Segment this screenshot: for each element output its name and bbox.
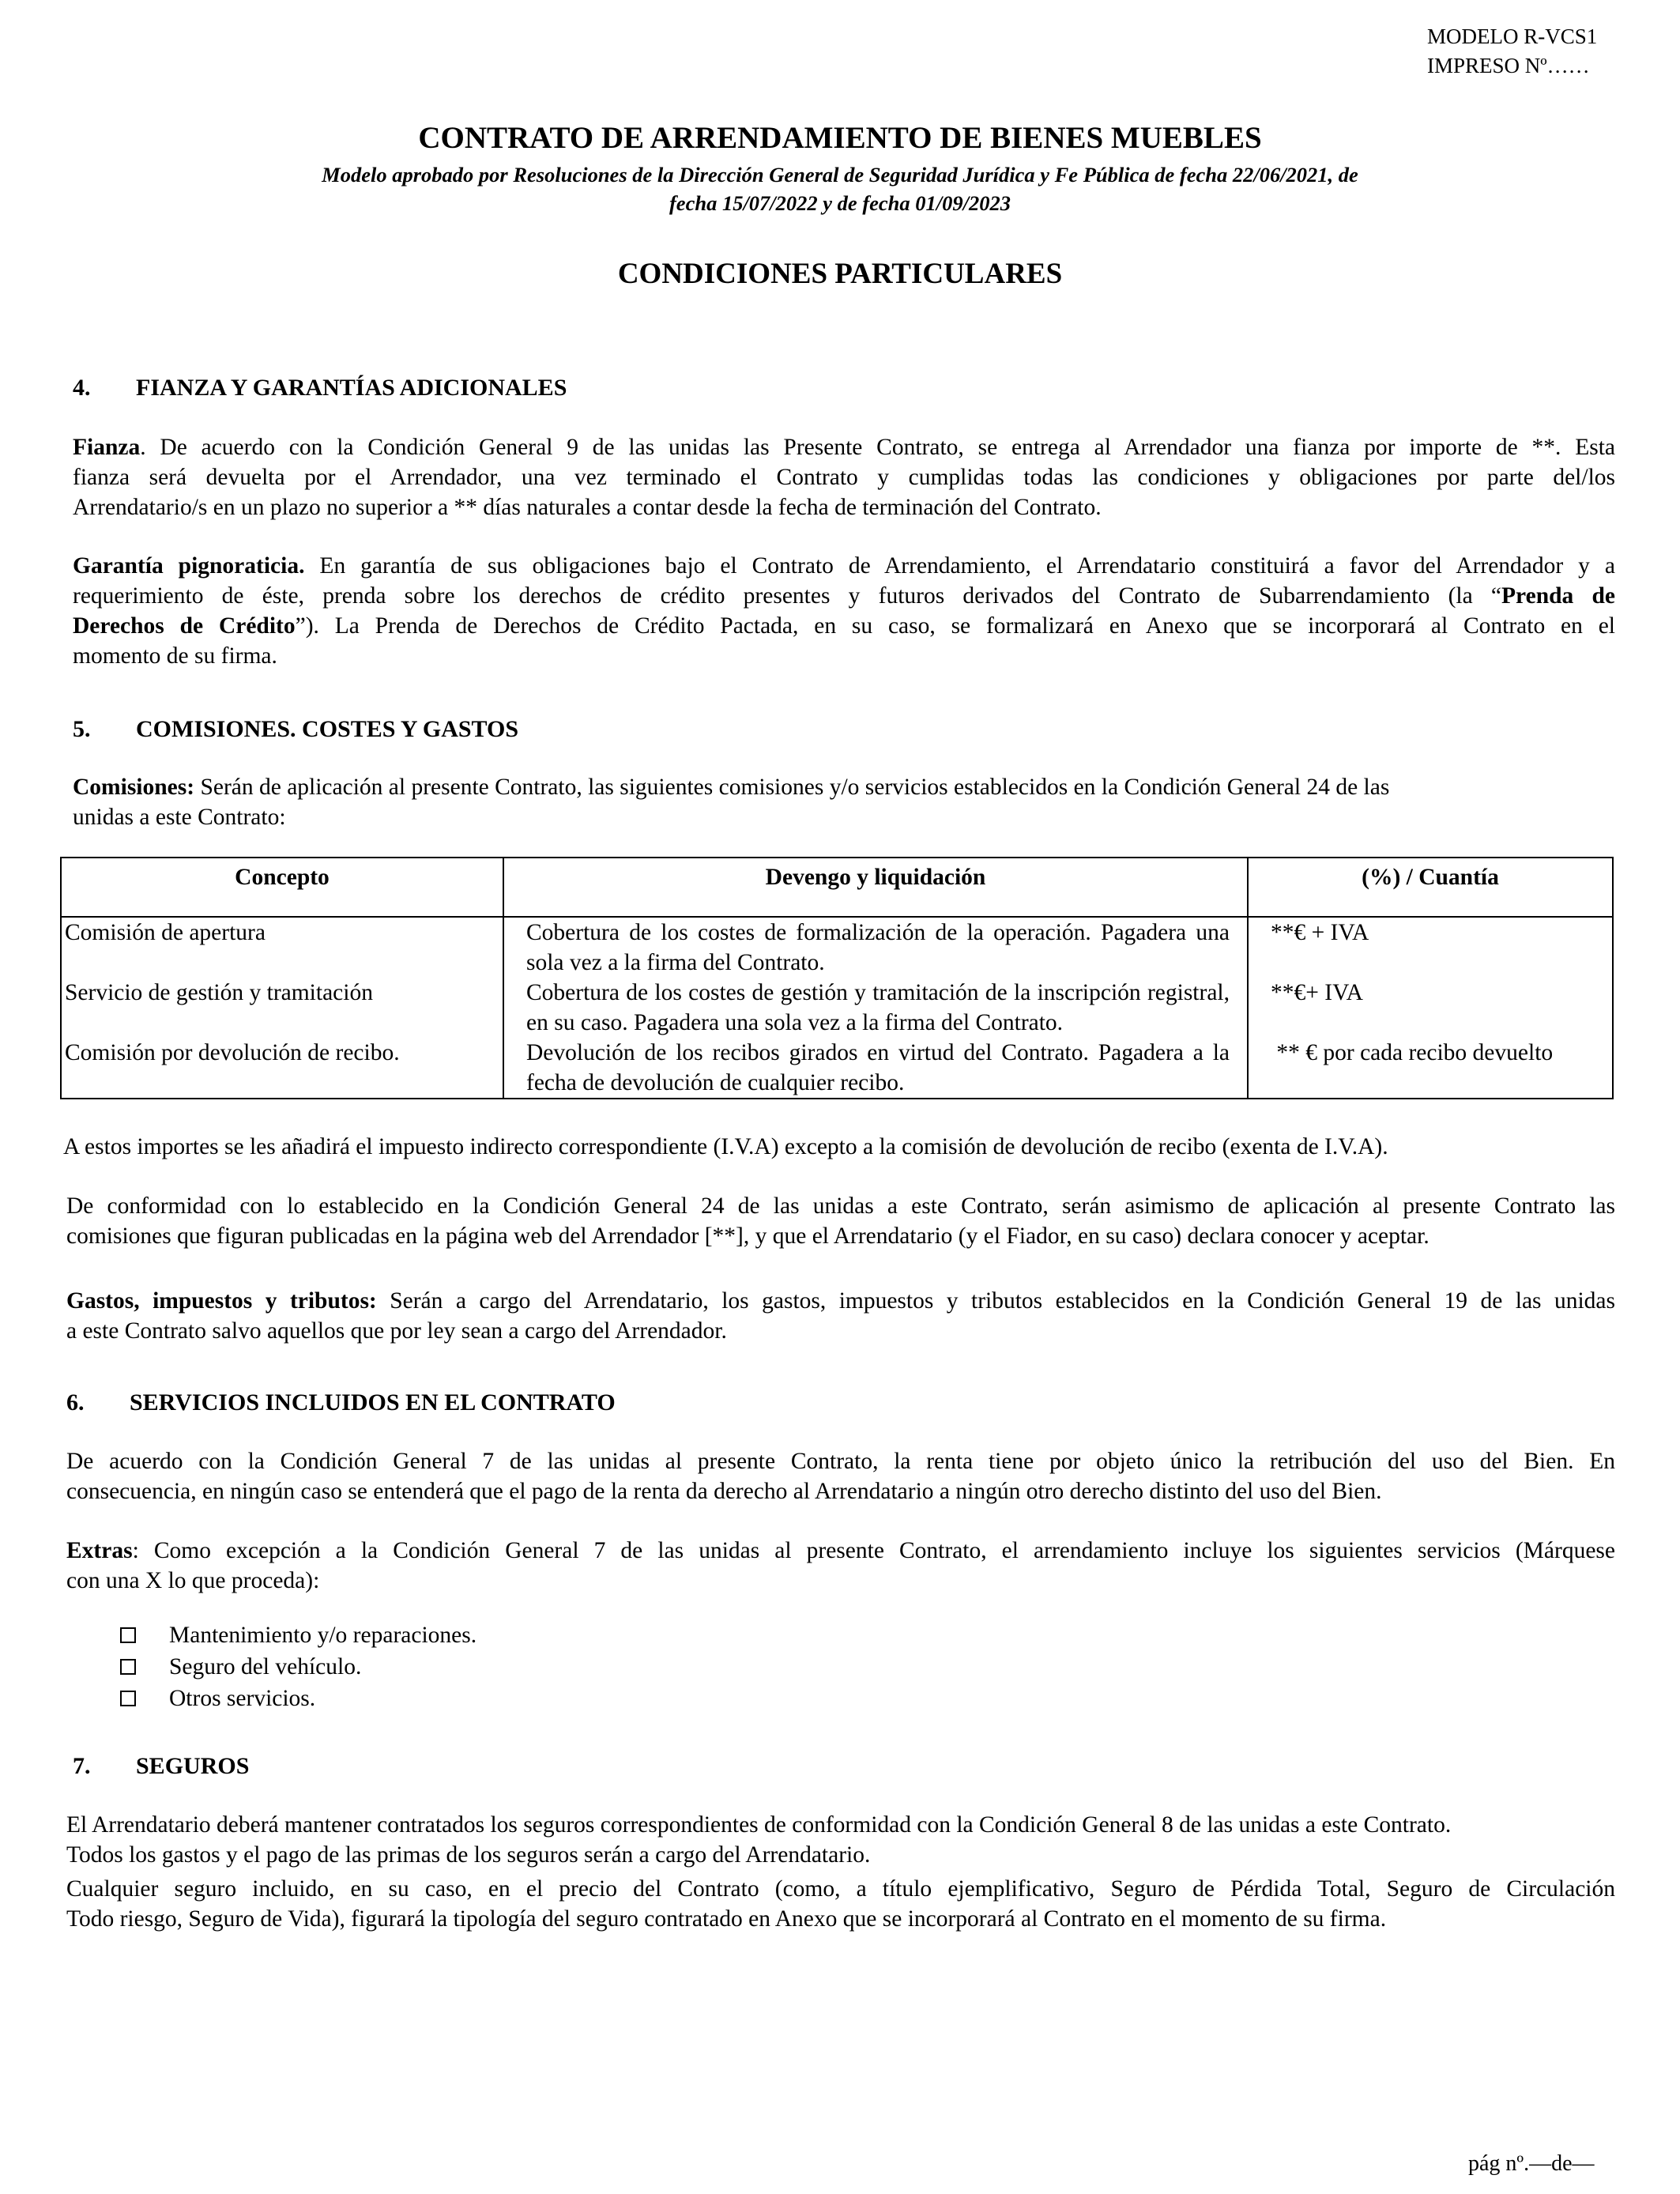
column-header: Concepto: [61, 858, 503, 917]
section-7-heading: [73, 1751, 249, 1781]
checkbox-otros-servicios[interactable]: [120, 1691, 136, 1706]
column-header: Devengo y liquidación: [503, 858, 1248, 917]
document-subtitle: [190, 160, 1490, 217]
column-header: (%) / Cuantía: [1248, 858, 1613, 917]
model-code: MODELO R-VCS1: [1427, 25, 1598, 48]
section-number: 5.: [73, 716, 91, 742]
servicios-paragraph: [66, 1446, 1615, 1506]
devengo-cell: Devolución de los recibos girados en virtud del Contrato. Pagadera a la fecha de devolución de cualquier recibo.: [503, 1038, 1248, 1099]
conformidad-text: comisiones que figuran publicadas en la página web del Arrendador [**], y que el Arrendatario (y el Fiador, en su caso) declara conocer y aceptar.: [66, 1223, 1430, 1249]
table-header-row: [61, 858, 1613, 917]
section-number: 7.: [73, 1753, 91, 1779]
comisiones-paragraph: [73, 772, 1615, 832]
cuantia-cell: **€ + IVA: [1248, 917, 1613, 978]
extras-paragraph: [66, 1536, 1615, 1596]
fianza-text: Arrendatario/s en un plazo no superior a ** días naturales a contar desde la fecha de terminación del Contrato.: [73, 495, 1102, 520]
servicios-text: De acuerdo con la Condición General 7 de las unidas al presente Contrato, la renta tiene por objeto único la retribución del uso del Bien. En: [66, 1449, 1615, 1474]
gastos-label: Gastos, impuestos y tributos:: [66, 1288, 377, 1314]
concepto-cell: Comisión por devolución de recibo.: [61, 1038, 503, 1099]
impreso-number: IMPRESO Nº……: [1427, 54, 1590, 77]
fianza-text: fianza será devuelta por el Arrendador, una vez terminado el Contrato y cumplidas todas las condiciones y obligaciones por parte del/los: [73, 465, 1615, 490]
garantia-text: momento de su firma.: [73, 643, 277, 669]
document-title: CONTRATO DE ARRENDAMIENTO DE BIENES MUEBLES: [418, 121, 1262, 155]
table-row: [61, 1038, 1613, 1099]
section-title: FIANZA Y GARANTÍAS ADICIONALES: [136, 375, 567, 401]
gastos-text: Serán a cargo del Arrendatario, los gastos, impuestos y tributos establecidos en la Condición General 19 de las unidas: [376, 1288, 1615, 1314]
iva-note: A estos importes se les añadirá el impuesto indirecto correspondiente (I.V.A) excepto a la comisión de devolución de recibo (exenta de I.V.A).: [63, 1134, 1388, 1159]
section-title: SERVICIOS INCLUIDOS EN EL CONTRATO: [130, 1389, 616, 1416]
section-title: SEGUROS: [136, 1753, 250, 1779]
gastos-paragraph: [66, 1286, 1615, 1346]
extras-text: : Como excepción a la Condición General 7 de las unidas al presente Contrato, el arrendamiento incluye los siguientes servicios (Márquese: [132, 1538, 1615, 1563]
garantia-text: ”). La Prenda de Derechos de Crédito Pactada, en su caso, se formalizará en Anexo que se incorporará al Contrato en el: [295, 613, 1615, 639]
seguros-paragraph-1: [66, 1810, 1615, 1870]
seguros-text: Todo riesgo, Seguro de Vida), figurará la tipología del seguro contratado en Anexo que se incorporará al Contrato en el momento de su firma.: [66, 1906, 1387, 1932]
seguros-text: Cualquier seguro incluido, en su caso, en el precio del Contrato (como, a título ejemplificativo, Seguro de Pérdida Total, Seguro de Circulación: [66, 1876, 1615, 1902]
fianza-paragraph: [73, 432, 1615, 522]
option-label: Otros servicios.: [169, 1686, 316, 1711]
fianza-text: . De acuerdo con la Condición General 9 de las unidas las Presente Contrato, se entrega al Arrendador una fianza por importe de **. Esta: [140, 435, 1615, 460]
comisiones-label: Comisiones:: [73, 775, 195, 800]
cuantia-cell: **€+ IVA: [1248, 978, 1613, 1038]
option-label: Seguro del vehículo.: [169, 1654, 362, 1679]
seguros-text: Todos los gastos y el pago de las primas de los seguros serán a cargo del Arrendatario.: [66, 1842, 871, 1868]
section-4-heading: [73, 373, 567, 403]
servicios-text: consecuencia, en ningún caso se entenderá que el pago de la renta da derecho al Arrendatario a ningún otro derecho distinto del uso del Bien.: [66, 1479, 1382, 1504]
garantia-text: En garantía de sus obligaciones bajo el Contrato de Arrendamiento, el Arrendatario constituirá a favor del Arrendador y a: [304, 553, 1615, 579]
devengo-cell: Cobertura de los costes de formalización de la operación. Pagadera una sola vez a la firma del Contrato.: [503, 917, 1248, 978]
extras-label: Extras: [66, 1538, 133, 1563]
garantia-label: Garantía pignoraticia.: [73, 553, 305, 579]
extras-text: con una X lo que proceda):: [66, 1568, 320, 1593]
fianza-label: Fianza: [73, 435, 141, 460]
seguros-paragraph-2: [66, 1874, 1615, 1934]
conformidad-paragraph: [66, 1191, 1615, 1251]
garantia-paragraph: [73, 551, 1615, 671]
conformidad-text: De conformidad con lo establecido en la Condición General 24 de las unidas a este Contrato, serán asimismo de aplicación al presente Contrato las: [66, 1193, 1615, 1219]
prenda-term: Derechos de Crédito: [73, 613, 296, 639]
section-title: COMISIONES. COSTES Y GASTOS: [136, 716, 519, 742]
section-number: 6.: [66, 1389, 85, 1416]
subtitle-line: Modelo aprobado por Resoluciones de la Dirección General de Seguridad Jurídica y Fe Pública de fecha 22/06/2021, de: [322, 163, 1358, 187]
garantia-text: requerimiento de éste, prenda sobre los derechos de crédito presentes y futuros derivados del Contrato de Subarrendamiento (la “: [73, 583, 1502, 609]
section-number: 4.: [73, 375, 91, 401]
document-header: [1427, 22, 1597, 81]
section-5-heading: [73, 714, 518, 745]
checkbox-seguro-vehiculo[interactable]: [120, 1659, 136, 1675]
table-row: [61, 917, 1613, 978]
comisiones-text: Serán de aplicación al presente Contrato, las siguientes comisiones y/o servicios establecidos en la Condición General 24 de las: [194, 775, 1390, 800]
table-row: [61, 978, 1613, 1038]
devengo-cell: Cobertura de los costes de gestión y tramitación de la inscripción registral, en su caso. Pagadera una sola vez a la firma del Contrato.: [503, 978, 1248, 1038]
concepto-cell: Servicio de gestión y tramitación: [61, 978, 503, 1038]
fees-table: [60, 857, 1614, 1099]
option-label: Mantenimiento y/o reparaciones.: [169, 1623, 477, 1648]
concepto-cell: Comisión de apertura: [61, 917, 503, 978]
cuantia-cell: ** € por cada recibo devuelto: [1248, 1038, 1613, 1099]
section-6-heading: [66, 1388, 616, 1418]
checkbox-mantenimiento[interactable]: [120, 1627, 136, 1643]
gastos-text: a este Contrato salvo aquellos que por ley sean a cargo del Arrendador.: [66, 1318, 727, 1344]
subtitle-line: fecha 15/07/2022 y de fecha 01/09/2023: [669, 191, 1011, 215]
page-number: pág nº.—de—: [1468, 2151, 1595, 2176]
comisiones-text: unidas a este Contrato:: [73, 805, 286, 830]
conditions-title: CONDICIONES PARTICULARES: [617, 258, 1063, 290]
prenda-term: Prenda de: [1501, 583, 1615, 609]
seguros-text: El Arrendatario deberá mantener contratados los seguros correspondientes de conformidad con la Condición General 8 de las unidas a este Contrato.: [66, 1812, 1452, 1838]
